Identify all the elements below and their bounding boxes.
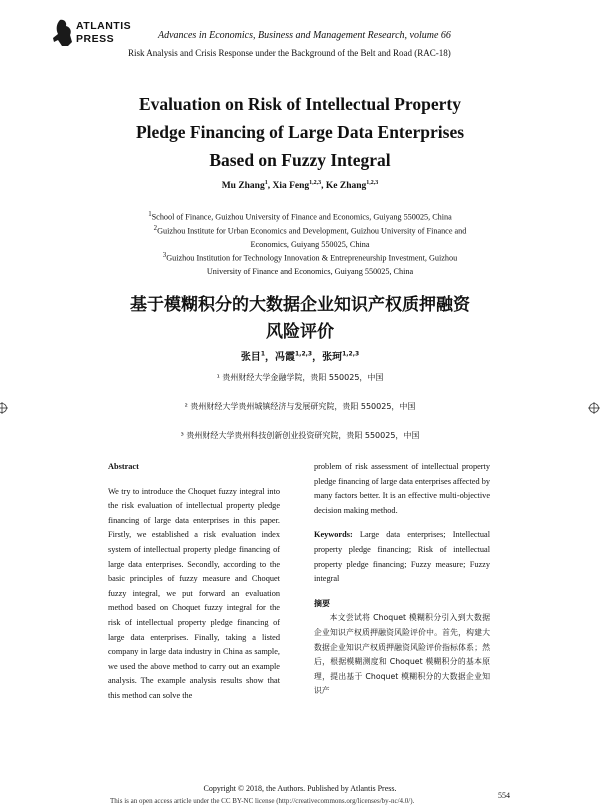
abstract-text: We try to introduce the Choquet fuzzy integral into the risk evaluation of intellectual property pledge financing of large data enterprises in this paper. Firstly, we established a risk evaluation index system of intellectual property pledge financing of large data enterprises. Secondly, according to the basic principles of fuzzy measure and Choquet fuzzy integral, we put forward an evaluation method based on Choquet fuzzy integral for the risk of intellectual property pledge financing of large data enterprises. Finally, taking a listed company in large data industry in China as sample, we used the above method to carry out an example analysis. The example analysis results show that this method can solve the <box>108 486 280 700</box>
cn-separator: ， <box>312 352 323 363</box>
abstract-continued: problem of risk assessment of intellectual property pledge financing of large data enterprises affected by many factors better. It is an effective multi-objective decision making method. <box>314 462 490 515</box>
journal-name: Advances in Economics, Business and Management Research, volume 66 <box>158 30 451 41</box>
cn-author-name: 冯霞 <box>275 352 295 363</box>
logo-line2: PRESS <box>76 33 115 45</box>
page-number: 554 <box>498 791 510 800</box>
author-sup: 1,2,3 <box>366 180 379 186</box>
title-line-2: Pledge Financing of Large Data Enterprises <box>135 122 465 142</box>
affiliation-text: Guizhou Institution for Technology Innovation & Entrepreneurship Investment, Guizhou <box>166 253 458 263</box>
cn-separator: ， <box>265 352 275 363</box>
cn-title-line-2: 风险评价 <box>266 322 334 342</box>
copyright-notice: Copyright © 2018, the Authors. Published by Atlantis Press. <box>203 784 397 793</box>
affiliation-2 <box>130 222 490 251</box>
cn-title-line-1: 基于模糊积分的大数据企业知识产权质押融资 <box>130 295 470 315</box>
cn-author-list <box>0 348 600 363</box>
affiliation-text: Economics, Guiyang 550025, China <box>250 239 370 249</box>
author-sup: 1 <box>264 180 268 186</box>
author-name: Xia Feng <box>272 181 310 192</box>
keywords-label: Keywords: <box>314 530 353 540</box>
cn-affiliation-1: ¹ 贵州财经大学金融学院，贵阳 550025，中国 <box>216 373 384 382</box>
abstract-heading: Abstract <box>108 462 139 471</box>
affiliation-text: University of Finance and Economics, Guiyang 550025, China <box>206 266 414 276</box>
affiliation-text: School of Finance, Guizhou University of Finance and Economics, Guiyang 550025, China <box>151 212 452 222</box>
affiliation-3 <box>130 249 490 278</box>
author-list: Mu Zhang$^1$, Xia Feng$^{1,2,3}$, Ke Zhang$^{1,2,3}$ <box>221 180 379 192</box>
conference-name: Risk Analysis and Crisis Response under the Background of the Belt and Road (RAC-18) <box>128 48 451 58</box>
cn-paper-title <box>0 292 600 346</box>
affiliation-sup: 1 <box>148 211 152 218</box>
title-line-3: Based on Fuzzy Integral <box>209 150 391 170</box>
thinker-icon <box>52 18 74 48</box>
cn-affiliation-2: ² 贵州财经大学贵州城镇经济与发展研究院，贵阳 550025，中国 <box>184 402 416 411</box>
cn-author-sup: 1,2,3 <box>295 350 313 358</box>
author-sup: 1,2,3 <box>309 180 322 186</box>
affiliation-sup: 3 <box>162 252 167 259</box>
author-name: Mu Zhang <box>221 181 265 192</box>
cn-author-sup: 1 <box>260 350 265 358</box>
cn-affiliation-3: ³ 贵州财经大学贵州科技创新创业投资研究院，贵阳 550025，中国 <box>180 431 420 440</box>
cn-abstract-heading: 摘要 <box>314 598 330 608</box>
cn-abstract-text: 本文尝试将 Choquet 模糊积分引入到大数据企业知识产权质押融资风险评价中。首先，构建大数据企业知识产权质押融资风险评价指标体系；然后，根据模糊测度和 Choquet 模糊积分的基本原理，提出基于 Choquet 模糊积分的大数据企业知识产 <box>314 613 490 696</box>
license-notice: This is an open access article under the CC BY-NC license (http://creativecommons.org/licenses/by-nc/4.0/). <box>110 797 415 805</box>
keywords <box>314 528 490 586</box>
registration-mark-icon <box>588 402 600 414</box>
publisher-logo <box>52 18 142 52</box>
title-line-1: Evaluation on Risk of Intellectual Property <box>139 94 461 114</box>
cn-author-name: 张珂 <box>322 352 343 363</box>
registration-mark-icon <box>0 402 8 414</box>
affiliation-sup: 2 <box>153 225 158 232</box>
author-name: Ke Zhang <box>325 181 367 192</box>
affiliation-text: Guizhou Institute for Urban Economics and Development, Guizhou University of Finance and <box>157 226 467 236</box>
logo-line1: ATLANTIS <box>76 20 132 32</box>
keywords-text: Large data enterprises; Intellectual property pledge financing; Risk of intellectual property pledge financing; Fuzzy measure; Fuzzy integral <box>314 530 491 584</box>
paper-title <box>0 90 600 174</box>
right-column <box>314 460 490 699</box>
left-column <box>108 460 280 704</box>
cn-author-sup: 1,2,3 <box>342 350 360 358</box>
cn-author-name: 张目 <box>240 352 261 363</box>
